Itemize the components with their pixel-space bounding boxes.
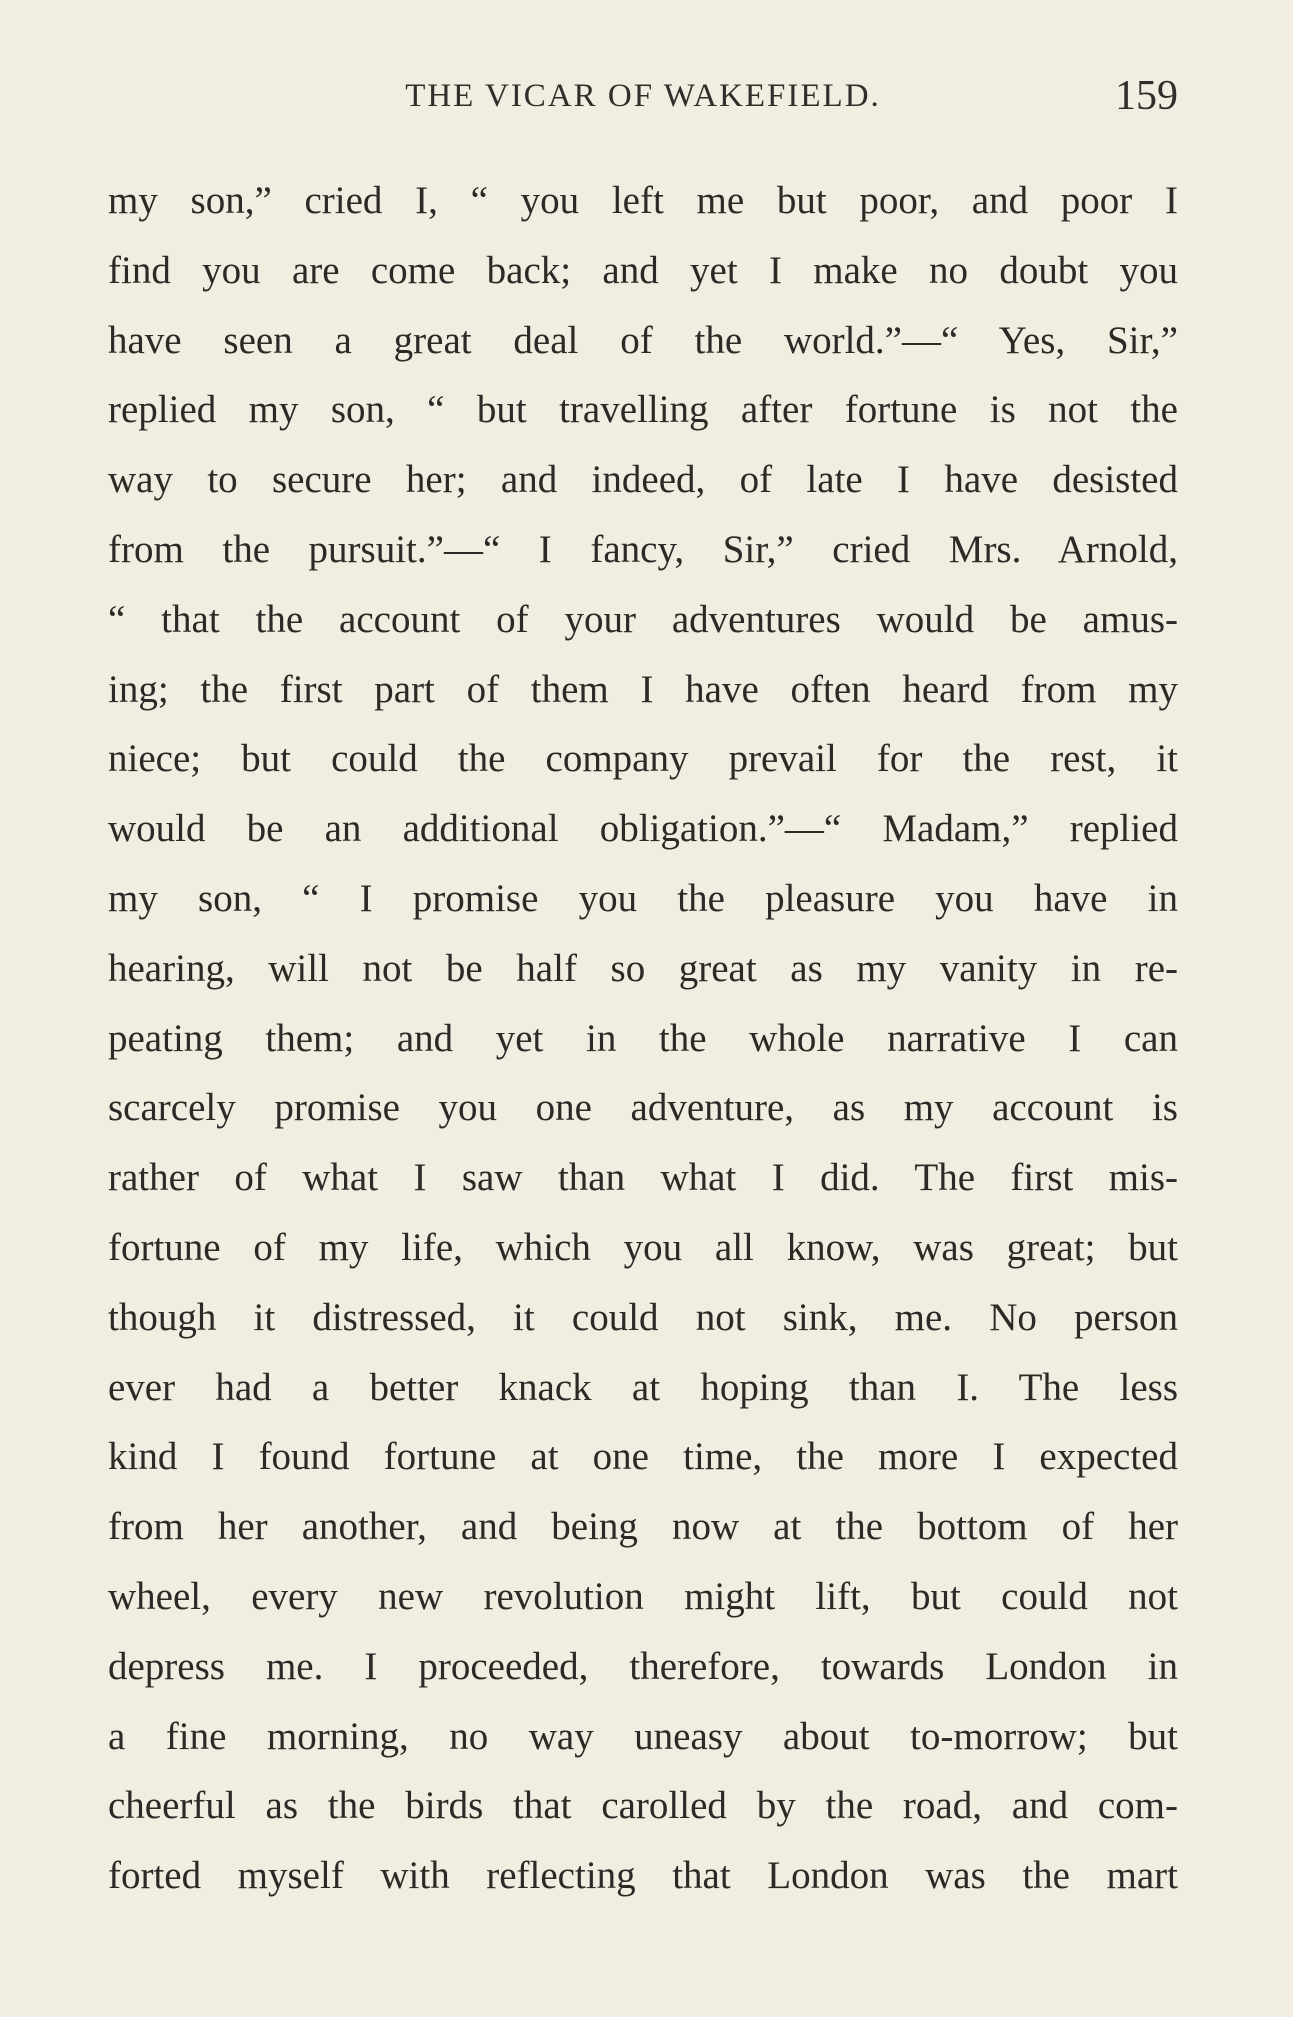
- text-line: a fine morning, no way uneasy about to-morrow; but: [108, 1714, 1178, 1758]
- text-line: ing; the first part of them I have often heard from my: [108, 667, 1178, 711]
- text-line: wheel, every new revolution might lift, but could not: [108, 1574, 1178, 1618]
- text-line: scarcely promise you one adventure, as my account is: [108, 1086, 1178, 1130]
- body-text: [108, 166, 1178, 1911]
- text-line: though it distressed, it could not sink, me. No person: [108, 1295, 1178, 1339]
- text-line: way to secure her; and indeed, of late I have desisted: [108, 458, 1178, 502]
- text-line: replied my son, “ but travelling after fortune is not the: [108, 388, 1178, 432]
- running-title: THE VICAR OF WAKEFIELD.: [405, 78, 881, 114]
- text-line: ever had a better knack at hoping than I. The less: [108, 1365, 1178, 1409]
- text-line: have seen a great deal of the world.”—“ Yes, Sir,”: [108, 318, 1178, 362]
- text-line: my son, “ I promise you the pleasure you have in: [108, 876, 1178, 920]
- text-line: fortune of my life, which you all know, was great; but: [108, 1225, 1178, 1269]
- text-line: from her another, and being now at the bottom of her: [108, 1505, 1178, 1549]
- text-line: niece; but could the company prevail for the rest, it: [108, 737, 1178, 781]
- text-line: “ that the account of your adventures would be amus-: [108, 597, 1178, 641]
- page-number: 159: [1115, 73, 1178, 119]
- text-line: depress me. I proceeded, therefore, towards London in: [108, 1644, 1178, 1688]
- text-line: forted myself with reflecting that London was the mart: [108, 1854, 1178, 1898]
- text-line: my son,” cried I, “ you left me but poor, and poor I: [108, 179, 1178, 222]
- text-line: rather of what I saw than what I did. The first mis-: [108, 1156, 1178, 1200]
- text-line: cheerful as the birds that carolled by the road, and com-: [108, 1784, 1178, 1828]
- text-line: find you are come back; and yet I make no doubt you: [108, 248, 1178, 292]
- text-line: hearing, will not be half so great as my vanity in re-: [108, 946, 1178, 990]
- text-line: from the pursuit.”—“ I fancy, Sir,” cried Mrs. Arnold,: [108, 527, 1178, 571]
- running-head: [108, 72, 1178, 132]
- text-line: kind I found fortune at one time, the more I expected: [108, 1435, 1178, 1479]
- text-line: peating them; and yet in the whole narrative I can: [108, 1016, 1178, 1060]
- text-line: would be an additional obligation.”—“ Madam,” replied: [108, 807, 1178, 851]
